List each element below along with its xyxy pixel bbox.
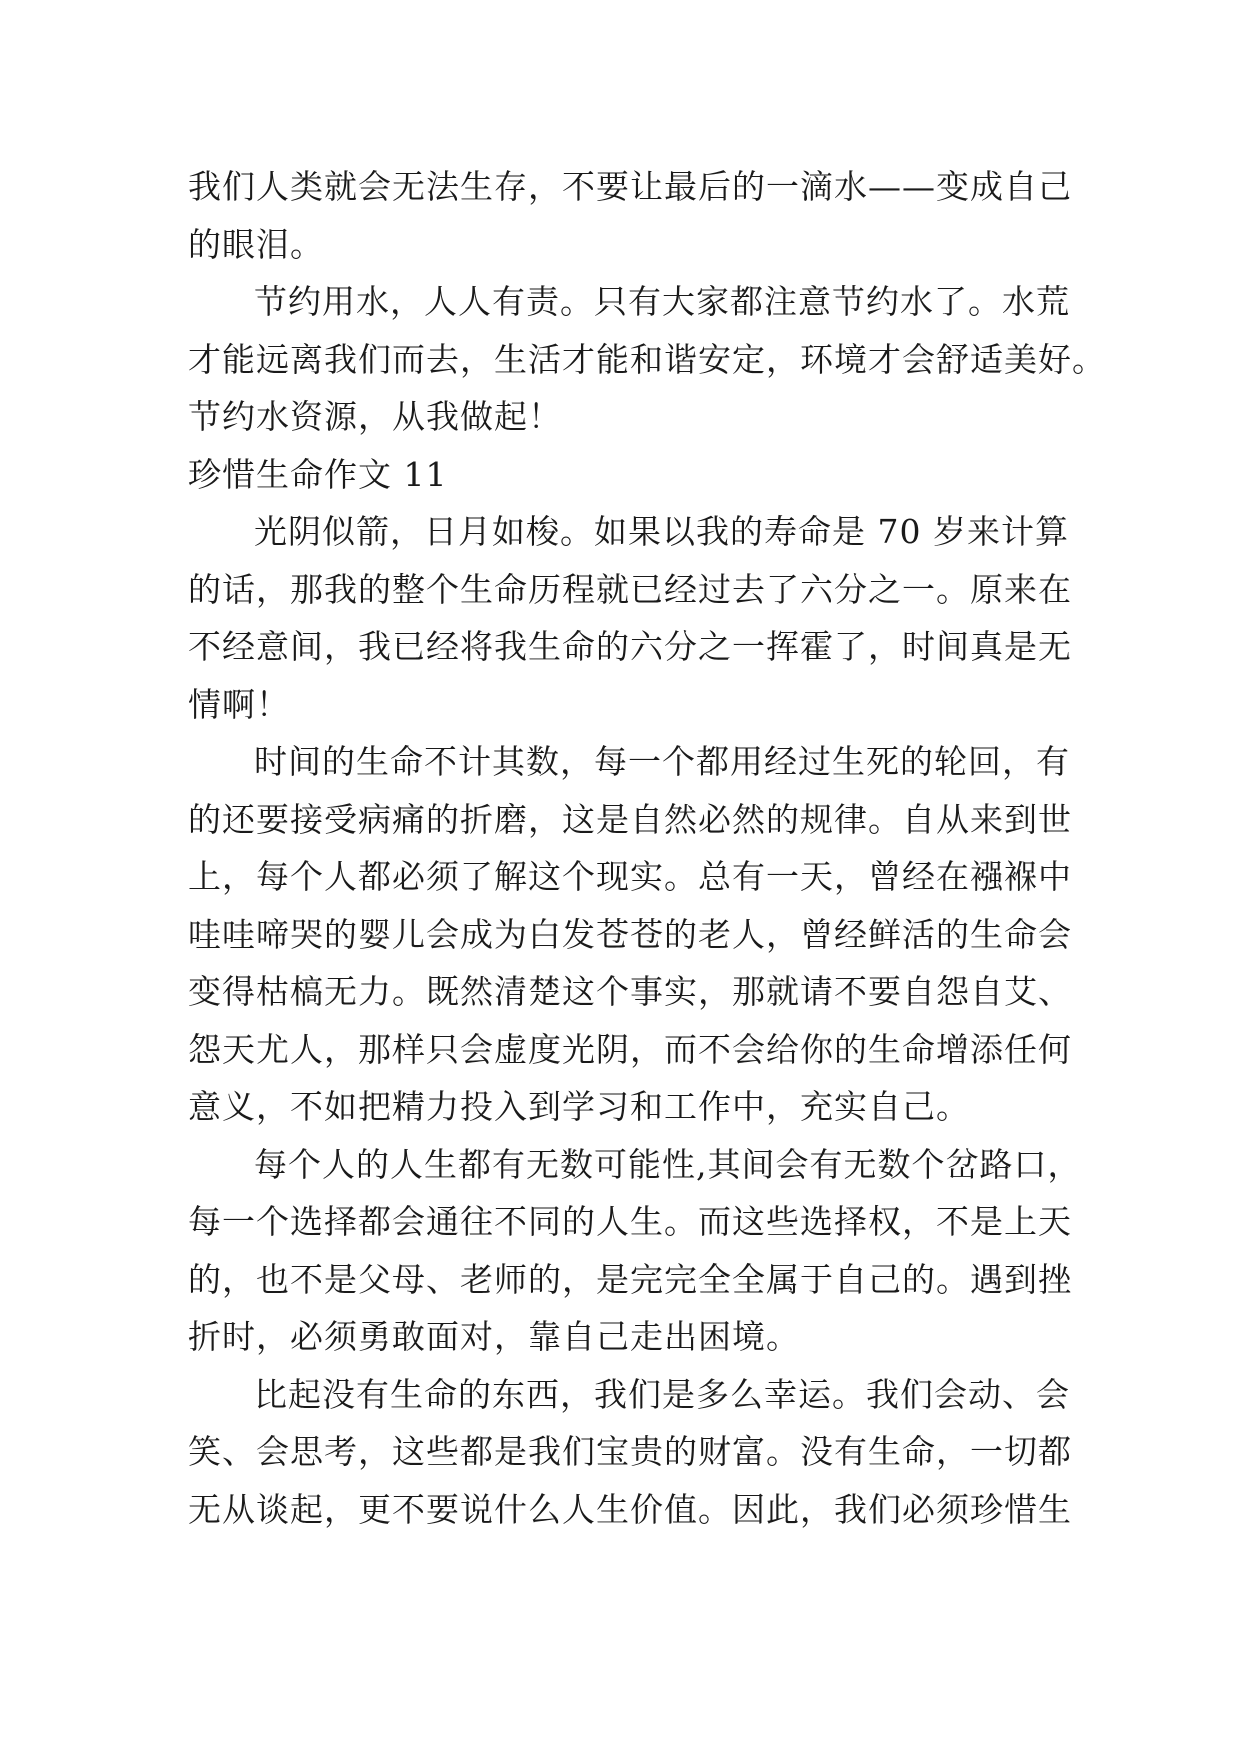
text-line: 情啊！ bbox=[188, 684, 290, 724]
text-line: 比起没有生命的东西，我们是多么幸运。我们会动、会 bbox=[254, 1374, 1070, 1414]
text-line: 哇哇啼哭的婴儿会成为白发苍苍的老人，曾经鲜活的生命会 bbox=[188, 914, 1072, 954]
text-line: 节约水资源，从我做起！ bbox=[188, 397, 562, 436]
text-line: 笑、会思考，这些都是我们宝贵的财富。没有生命，一切都 bbox=[188, 1432, 1072, 1471]
text-line: 每一个选择都会通往不同的人生。而这些选择权，不是上天 bbox=[188, 1202, 1072, 1241]
text-line: 节约用水，人人有责。只有大家都注意节约水了。水荒 bbox=[254, 282, 1070, 321]
text-line: 的，也不是父母、老师的，是完完全全属于自己的。遇到挫 bbox=[188, 1259, 1072, 1299]
text-line: 怨天尤人，那样只会虚度光阴，而不会给你的生命增添任何 bbox=[188, 1029, 1072, 1069]
text-line: 不经意间，我已经将我生命的六分之一挥霍了，时间真是无 bbox=[188, 627, 1072, 666]
text-line: 的话，那我的整个生命历程就已经过去了六分之一。原来在 bbox=[188, 569, 1072, 609]
text-line: 才能远离我们而去，生活才能和谐安定，环境才会舒适美好。 bbox=[188, 339, 1106, 379]
text-line: 的还要接受病痛的折磨，这是自然必然的规律。自从来到世 bbox=[188, 799, 1072, 839]
text-line: 光阴似箭，日月如梭。如果以我的寿命是 70 岁来计算 bbox=[254, 512, 1069, 551]
document-body bbox=[188, 158, 1106, 1538]
text-line: 时间的生命不计其数，每一个都用经过生死的轮回，有 bbox=[254, 742, 1070, 781]
text-line: 无从谈起，更不要说什么人生价值。因此，我们必须珍惜生 bbox=[188, 1489, 1072, 1529]
text-line: 折时，必须勇敢面对，靠自己走出困境。 bbox=[188, 1317, 800, 1356]
text-line: 意义，不如把精力投入到学习和工作中，充实自己。 bbox=[188, 1087, 970, 1126]
text-line: 珍惜生命作文 11 bbox=[188, 454, 448, 494]
text-line: 变得枯槁无力。既然清楚这个事实，那就请不要自怨自艾、 bbox=[188, 972, 1072, 1011]
text-line: 的眼泪。 bbox=[188, 224, 324, 264]
text-line: 上，每个人都必须了解这个现实。总有一天，曾经在襁褓中 bbox=[188, 857, 1072, 896]
text-line: 每个人的人生都有无数可能性,其间会有无数个岔路口， bbox=[254, 1144, 1082, 1184]
text-line: 我们人类就会无法生存，不要让最后的一滴水——变成自己 bbox=[188, 167, 1072, 206]
